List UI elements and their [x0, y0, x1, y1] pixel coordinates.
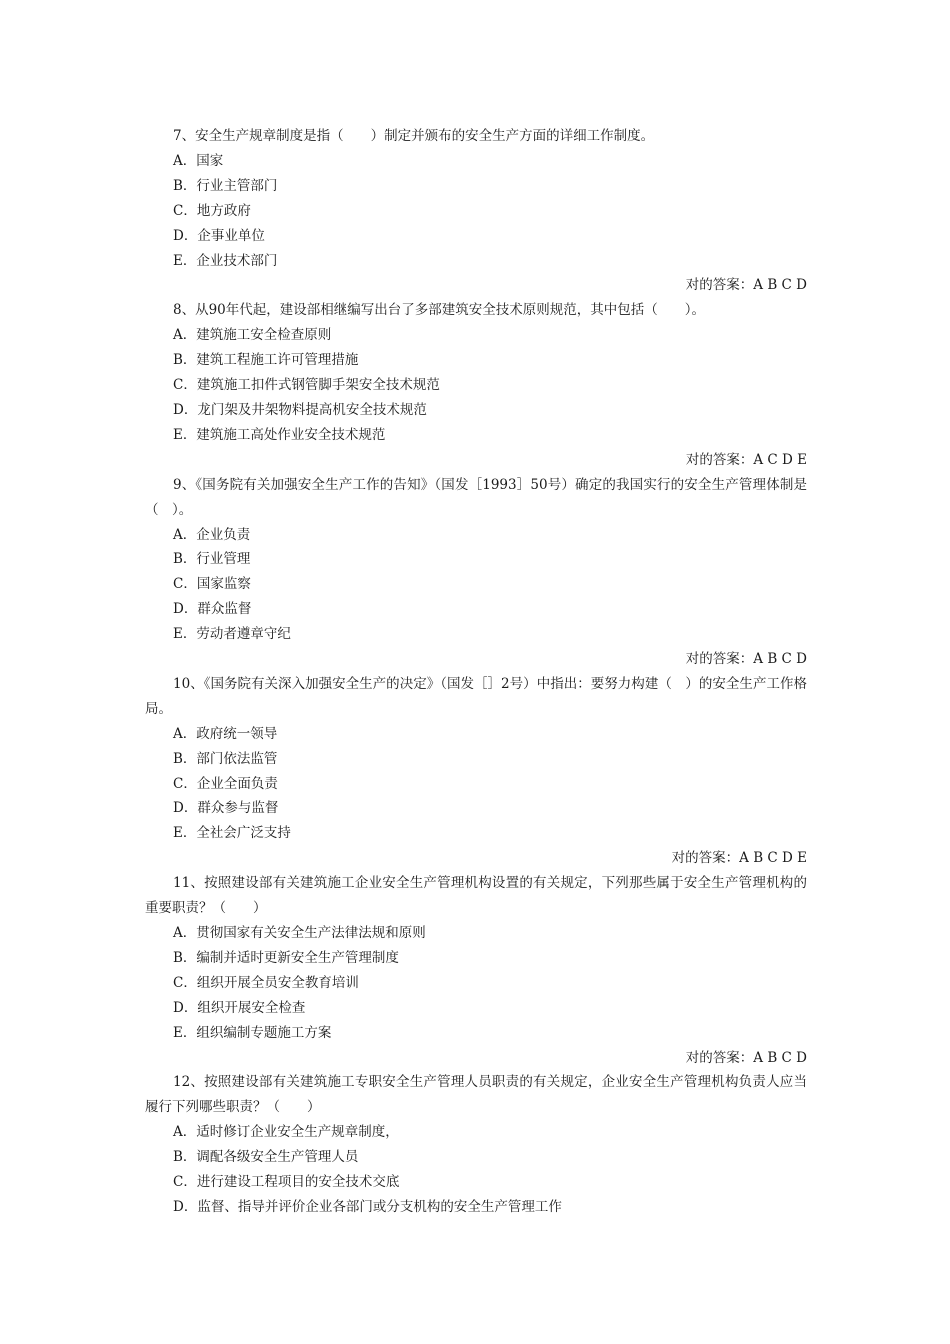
option-e: E．劳动者遵章守纪 — [173, 626, 291, 643]
option-a: A．政府统一领导 — [173, 725, 278, 742]
option-d: D．企事业单位 — [173, 227, 265, 244]
option-d: D．龙门架及井架物料提高机安全技术规范 — [173, 401, 427, 418]
answer-line: 对的答案：A B C D E — [671, 850, 807, 867]
option-c: C．组织开展全员安全教育培训 — [173, 974, 359, 991]
option-d: D．群众参与监督 — [173, 800, 279, 817]
option-c: C．国家监察 — [173, 576, 251, 593]
option-e: E．企业技术部门 — [173, 252, 278, 269]
question-8 — [145, 298, 807, 472]
option-d: D．监督、指导并评价企业各部门或分支机构的安全生产管理工作 — [173, 1198, 562, 1215]
question-stem: 11、按照建设部有关建筑施工企业安全生产管理机构设置的有关规定，下列那些属于安全生产管理机构的重要职责？（ ） — [145, 875, 807, 917]
option-a: A．建筑施工安全检查原则 — [173, 327, 332, 344]
option-b: B．部门依法监管 — [173, 750, 278, 767]
question-stem: 7、安全生产规章制度是指（ ）制定并颁布的安全生产方面的详细工作制度。 — [173, 128, 655, 144]
question-stem: 8、从90年代起，建设部相继编写出台了多部建筑安全技术原则规范，其中包括（ ）。 — [173, 302, 706, 319]
question-7 — [145, 124, 807, 298]
option-c: C．地方政府 — [173, 202, 251, 219]
document-page — [145, 124, 807, 1220]
option-a: A．企业负责 — [173, 526, 251, 543]
question-9 — [145, 473, 807, 672]
option-b: B．调配各级安全生产管理人员 — [173, 1149, 359, 1166]
question-11 — [145, 871, 807, 1070]
answer-line: 对的答案：A C D E — [685, 451, 807, 468]
option-a: A．国家 — [173, 152, 224, 169]
option-b: B．建筑工程施工许可管理措施 — [173, 352, 359, 369]
question-stem: 10、《国务院有关深入加强安全生产的决定》（国发［］2号）中指出：要努力构建（ ）的安全生产工作格局。 — [145, 675, 807, 717]
option-b: B．行业管理 — [173, 551, 251, 568]
question-stem: 9、《国务院有关加强安全生产工作的告知》（国发［1993］50号）确定的我国实行的安全生产管理体制是（ ）。 — [145, 476, 807, 518]
option-c: C．企业全面负责 — [173, 775, 278, 792]
answer-line: 对的答案：A B C D — [685, 1049, 807, 1066]
option-e: E．建筑施工高处作业安全技术规范 — [173, 426, 386, 443]
option-a: A．贯彻国家有关安全生产法律法规和原则 — [173, 925, 426, 941]
answer-line: 对的答案：A B C D — [685, 651, 807, 668]
option-a: A．适时修订企业安全生产规章制度， — [173, 1124, 399, 1141]
option-d: D．群众监督 — [173, 601, 252, 618]
question-10 — [145, 672, 807, 871]
option-c: C．建筑施工扣件式钢管脚手架安全技术规范 — [173, 377, 440, 394]
option-d: D．组织开展安全检查 — [173, 999, 306, 1016]
option-b: B．编制并适时更新安全生产管理制度 — [173, 949, 399, 966]
option-b: B．行业主管部门 — [173, 177, 278, 194]
answer-line: 对的答案：A B C D — [685, 277, 807, 294]
option-e: E．全社会广泛支持 — [173, 825, 291, 842]
option-c: C．进行建设工程项目的安全技术交底 — [173, 1174, 400, 1191]
option-e: E．组织编制专题施工方案 — [173, 1024, 332, 1041]
question-stem: 12、按照建设部有关建筑施工专职安全生产管理人员职责的有关规定，企业安全生产管理机构负责人应当履行下列哪些职责？（ ） — [145, 1074, 807, 1116]
question-12 — [145, 1070, 807, 1219]
